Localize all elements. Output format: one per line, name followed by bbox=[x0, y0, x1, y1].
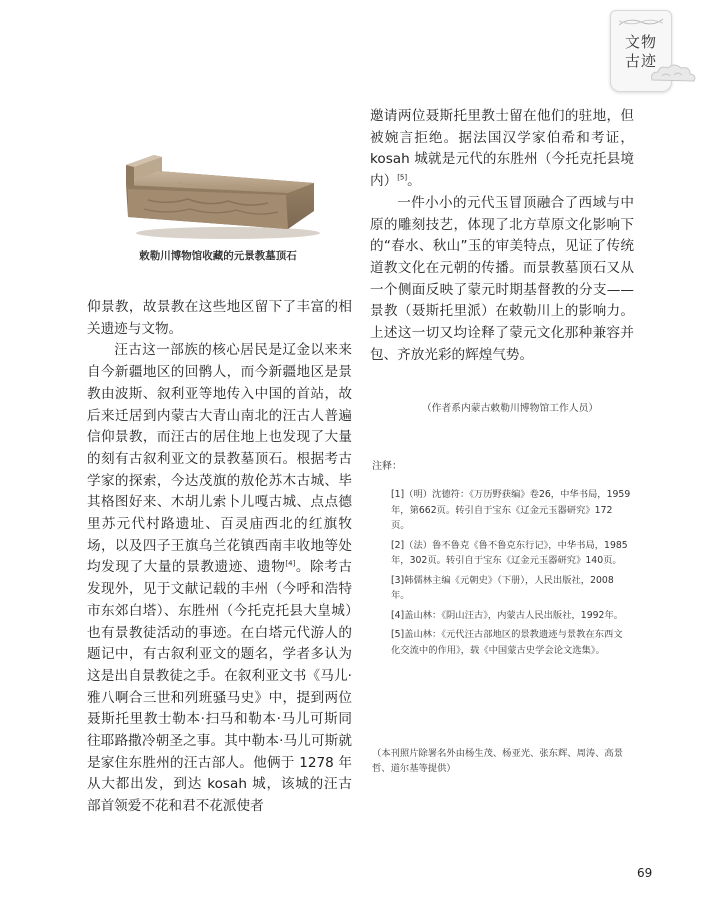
note-item: [3]韩儒林主编《元朝史》（下册），人民出版社，2008年。 bbox=[391, 574, 614, 601]
section-title-line1: 文物 bbox=[624, 33, 657, 51]
footnote-ref: [4] bbox=[285, 559, 296, 568]
cloud-ornament-icon bbox=[648, 62, 698, 86]
decorative-swirl-icon bbox=[617, 17, 665, 27]
notes-list bbox=[391, 487, 631, 662]
note-item: [4]盖山林：《阴山汪古》，内蒙古人民出版社，1992年。 bbox=[391, 609, 624, 621]
paragraph-text: 。 bbox=[407, 173, 421, 190]
photo-caption: 敕勒川博物馆收藏的元景教墓顶石 bbox=[139, 250, 297, 262]
page-number: 69 bbox=[637, 866, 653, 880]
article-left-column bbox=[87, 297, 352, 818]
author-note: （作者系内蒙古敕勒川博物馆工作人员） bbox=[421, 403, 599, 414]
paragraph-text: 邀请两位聂斯托里教士留在他们的驻地，但被婉言拒绝。据法国汉学家伯希和考证，kosah 城就是元代的东胜州（今托克托县境内） bbox=[370, 108, 634, 190]
paragraph bbox=[370, 106, 634, 193]
paragraph-text: 汪古这一部族的核心居民是辽金以来来自今新疆地区的回鹘人，而今新疆地区是景教由波斯、叙利亚等地传入中国的首站，故后来迁居到内蒙古大青山南北的汪古人普遍信仰景教，而汪古的居住地上也发现了大量的刻有古叙利亚文的景教墓顶石。根据考古学家的探索，今达茂旗的敖伦苏木古城、毕其格图好来、木胡儿索卜儿嘎古城、点点德里苏元代村路遗址、百灵庙西北的红旗牧场，以及四子王旗乌兰花镇西南丰收地等处均发现了大量的景教遗迹、遗物 bbox=[87, 342, 352, 576]
section-title-line2: 古迹 bbox=[624, 52, 657, 70]
note-item: [5]盖山林：《元代汪古部地区的景教遗迹与景教在东西文化交流中的作用》，载《中国蒙古史学会论文选集》。 bbox=[391, 629, 623, 656]
paragraph bbox=[87, 340, 352, 817]
paragraph: 仰景教，故景教在这些地区留下了丰富的相关遗迹与文物。 bbox=[87, 299, 352, 337]
note-item: [1]（明）沈德符：《万历野获编》卷26，中华书局，1959年，第662页。转引自于宝东《辽金元玉器研究》172页。 bbox=[391, 489, 631, 531]
paragraph: 一件小小的元代玉冒顶融合了西域与中原的雕刻技艺，体现了北方草原文化影响下的“春水、秋山”玉的审美特点，见证了传统道教文化在元朝的传播。而景教墓顶石又从一个侧面反映了蒙元时期基督教的分支——景教（聂斯托里派）在敕勒川上的影响力。上述这一切又均诠释了蒙元文化那种兼容并包、齐放光彩的辉煌气势。 bbox=[370, 194, 634, 363]
tomb-stone-photo bbox=[118, 145, 320, 245]
article-right-column bbox=[370, 106, 634, 366]
paragraph-text: 。除考古发现外，见于文献记载的丰州（今呼和浩特市东郊白塔）、东胜州（今托克托县大皇城）也有景教徒活动的事迹。在白塔元代游人的题记中，有古叙利亚文的题名，学者多认为这是出自景教徒之手。在叙利亚文书《马儿·雅八啊合三世和列班骚马史》中，提到两位聂斯托里教士勒本·扫马和勒本·马儿可斯同往耶路撒冷朝圣之事。其中勒本·马儿可斯就是家住东胜州的汪古部人。他俩于 1278 年从大都出发，到达 kosah 城，该城的汪古部首领爱不花和君不花派使者 bbox=[87, 559, 353, 815]
note-item: [2]（法）鲁不鲁克《鲁不鲁克东行记》，中华书局，1985年，302页。转引自于宝东《辽金元玉器研究》140页。 bbox=[391, 539, 628, 566]
photo-credit: （本刊照片除署名外由杨生茂、杨亚光、张东辉、周涛、高景哲、道尔基等提供） bbox=[372, 748, 624, 774]
footnote-ref: [5] bbox=[397, 173, 408, 182]
notes-label: 注释： bbox=[372, 461, 402, 472]
